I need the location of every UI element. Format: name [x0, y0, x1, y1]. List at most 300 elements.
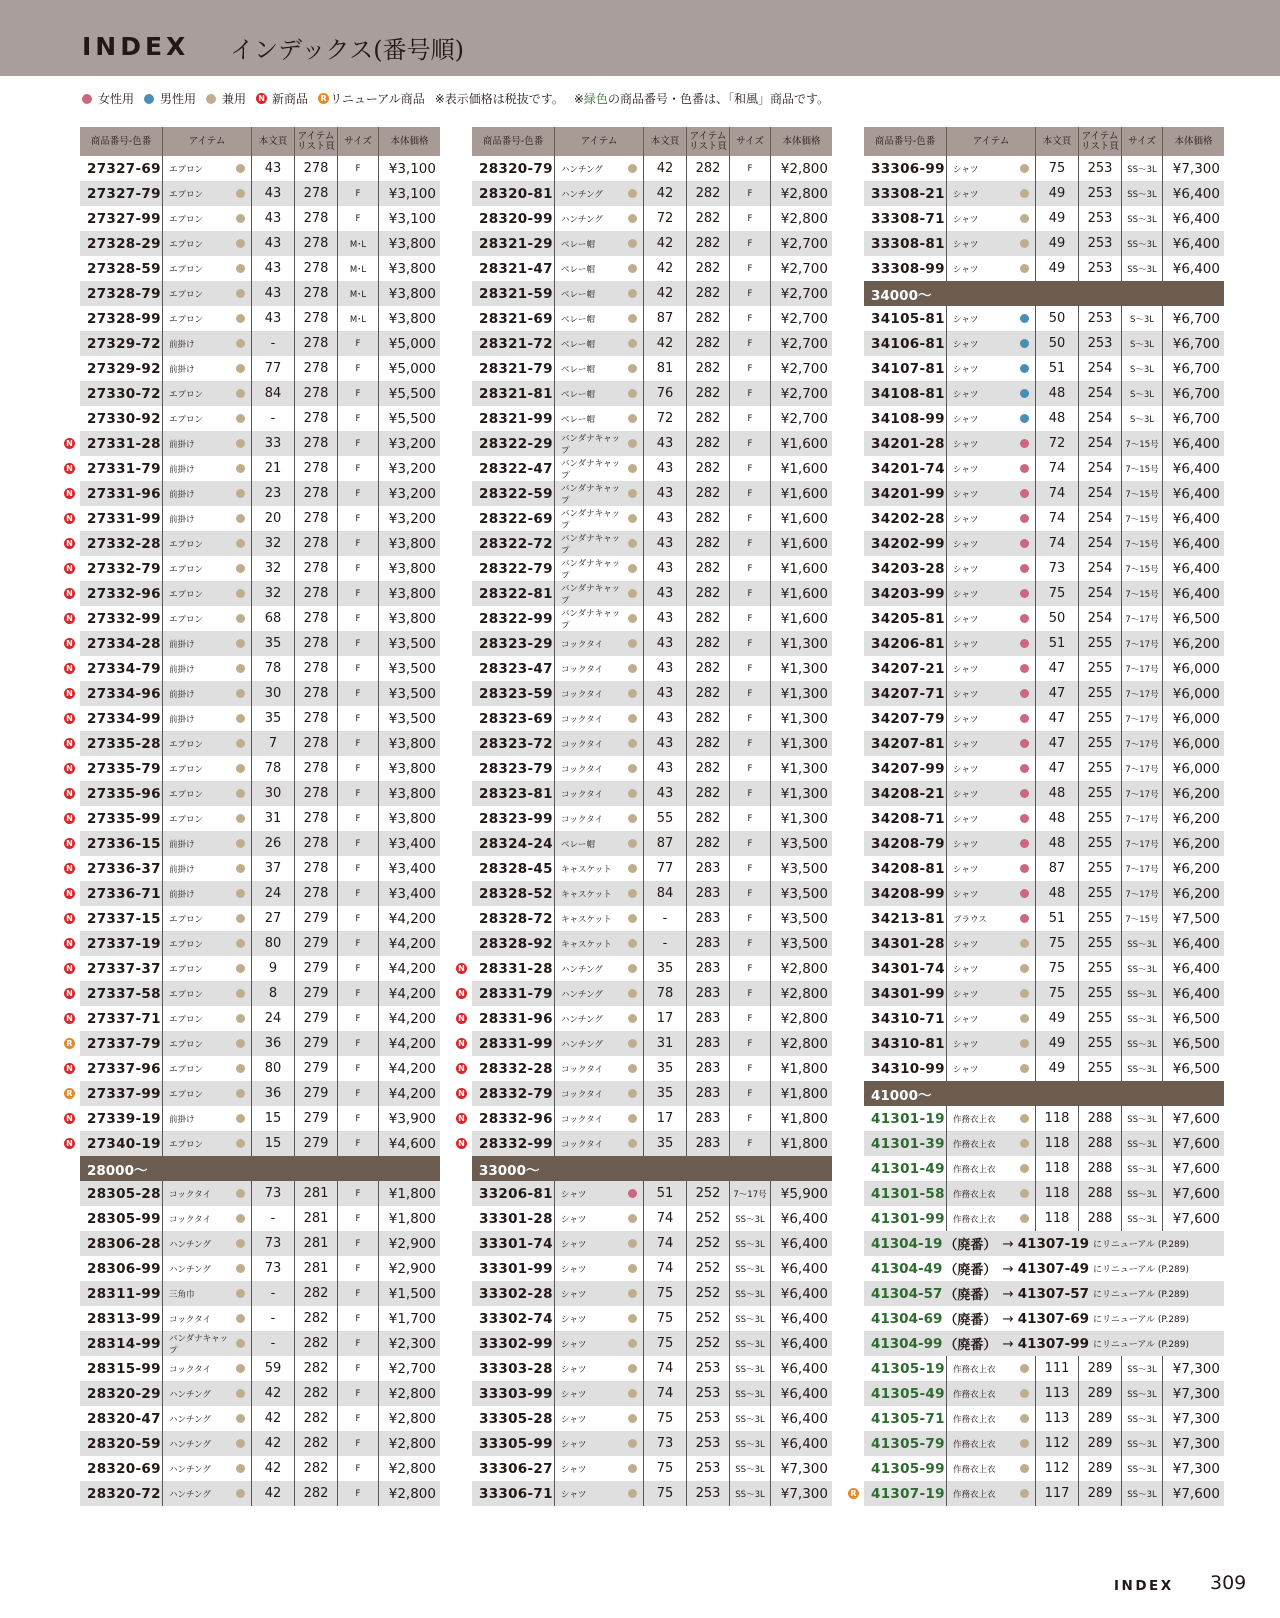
- legend-renewal-label: リニューアル商品: [330, 92, 425, 106]
- product-code: 28305-99: [80, 1206, 163, 1231]
- list-page: 279: [295, 1006, 338, 1031]
- text-page: 111: [1036, 1356, 1079, 1381]
- text-page: 43: [252, 256, 295, 281]
- table-row: [66, 456, 440, 481]
- item-cell: [555, 506, 644, 531]
- list-page: 282: [687, 156, 730, 181]
- table-row: [864, 1056, 1224, 1081]
- new-badge-icon: N: [64, 1013, 75, 1024]
- discontinued-code: 41304-49: [871, 1260, 943, 1277]
- price: ¥2,800: [388, 1460, 436, 1477]
- product-code: 41305-49: [864, 1381, 947, 1406]
- list-page: 282: [687, 656, 730, 681]
- header-item: アイテム: [947, 127, 1036, 156]
- product-code: 33302-99: [472, 1331, 555, 1356]
- table-row: [864, 956, 1224, 981]
- item-name: シャツ: [561, 1264, 587, 1275]
- unisex-dot-icon: [628, 439, 637, 448]
- list-page: 278: [295, 556, 338, 581]
- unisex-dot-icon: [236, 964, 245, 973]
- text-page: 49: [1036, 231, 1079, 256]
- item-name: コックタイ: [169, 1314, 211, 1325]
- price: ¥6,500: [1172, 1035, 1220, 1052]
- item-cell: [555, 556, 644, 581]
- unisex-dot-icon: [236, 814, 245, 823]
- text-page: 48: [1036, 881, 1079, 906]
- table-row: [864, 231, 1224, 256]
- text-page: 48: [1036, 806, 1079, 831]
- price: ¥3,400: [388, 860, 436, 877]
- unisex-dot-icon: [236, 1339, 245, 1348]
- text-page: 50: [1036, 331, 1079, 356]
- item-name: ハンチング: [169, 1464, 211, 1475]
- unisex-dot-icon: [236, 1439, 245, 1448]
- item-name: シャツ: [953, 739, 979, 750]
- list-page: 289: [1079, 1431, 1122, 1456]
- unisex-dot-icon: [236, 164, 245, 173]
- product-code: 34207-99: [864, 756, 947, 781]
- list-page: 255: [1079, 1056, 1122, 1081]
- item-cell: [947, 531, 1036, 556]
- text-page: 8: [252, 981, 295, 1006]
- item-name: シャツ: [953, 989, 979, 1000]
- item-cell: [947, 1131, 1036, 1156]
- page-title-ja: インデックス(番号順): [230, 36, 465, 64]
- list-page: 283: [687, 881, 730, 906]
- item-cell: [947, 931, 1036, 956]
- list-page: 282: [295, 1356, 338, 1381]
- list-page: 278: [295, 206, 338, 231]
- product-code: 27327-69: [80, 156, 163, 181]
- product-code: 28322-81: [472, 581, 555, 606]
- price: ¥7,300: [1172, 160, 1220, 177]
- size: F: [730, 556, 771, 581]
- text-page: 35: [644, 1056, 687, 1081]
- table-row: [66, 431, 440, 456]
- text-page: 35: [644, 956, 687, 981]
- text-page: 43: [252, 231, 295, 256]
- product-code: 28321-47: [472, 256, 555, 281]
- product-code: 28306-28: [80, 1231, 163, 1256]
- unisex-dot-icon: [628, 514, 637, 523]
- item-name: シャツ: [561, 1189, 587, 1200]
- product-code: 27337-71: [80, 1006, 163, 1031]
- price: ¥6,400: [1172, 235, 1220, 252]
- table-row: [472, 1381, 832, 1406]
- item-name: シャツ: [561, 1389, 587, 1400]
- list-page: 278: [295, 506, 338, 531]
- item-cell: [947, 1356, 1036, 1381]
- item-name: 作務衣上衣: [953, 1189, 996, 1200]
- size: F: [730, 306, 771, 331]
- table-row: [472, 1481, 832, 1506]
- item-cell: [947, 631, 1036, 656]
- text-page: 72: [1036, 431, 1079, 456]
- item-cell: [555, 981, 644, 1006]
- unisex-dot-icon: [628, 489, 637, 498]
- product-code: 34207-21: [864, 656, 947, 681]
- price: ¥7,300: [1172, 1435, 1220, 1452]
- unisex-dot-icon: [628, 264, 637, 273]
- text-page: 51: [644, 1181, 687, 1206]
- size: F: [730, 531, 771, 556]
- list-page: 278: [295, 481, 338, 506]
- product-code: 28321-59: [472, 281, 555, 306]
- text-page: 43: [644, 781, 687, 806]
- men-dot-icon: [1020, 339, 1029, 348]
- price: ¥4,200: [388, 1035, 436, 1052]
- new-badge-icon: N: [64, 713, 75, 724]
- product-code: 28305-28: [80, 1181, 163, 1206]
- item-cell: [947, 1156, 1036, 1181]
- product-code: 41305-71: [864, 1406, 947, 1431]
- text-page: 75: [644, 1331, 687, 1356]
- item-name: 作務衣上衣: [953, 1439, 996, 1450]
- table-row: [66, 981, 440, 1006]
- size: F: [338, 406, 379, 431]
- item-name: ハンチング: [561, 1039, 603, 1050]
- item-cell: [163, 206, 252, 231]
- item-name: シャツ: [953, 614, 979, 625]
- item-name: バンダナキャップ: [561, 508, 621, 531]
- text-page: 68: [252, 606, 295, 631]
- price: ¥6,400: [780, 1310, 828, 1327]
- text-page: 42: [252, 1431, 295, 1456]
- text-page: -: [644, 906, 687, 931]
- text-page: 112: [1036, 1431, 1079, 1456]
- product-code: 28331-28: [472, 956, 555, 981]
- legend-unisex-label: 兼用: [222, 92, 247, 106]
- text-page: 43: [644, 606, 687, 631]
- table-row: [80, 1381, 440, 1406]
- list-page: 278: [295, 781, 338, 806]
- product-code: 33308-81: [864, 231, 947, 256]
- price: ¥6,500: [1172, 1010, 1220, 1027]
- item-name: コックタイ: [561, 739, 603, 750]
- unisex-dot-icon: [628, 1214, 637, 1223]
- item-cell: [555, 656, 644, 681]
- price: ¥4,200: [388, 935, 436, 952]
- table-row: [80, 1306, 440, 1331]
- table-row: [66, 831, 440, 856]
- price: ¥4,200: [388, 985, 436, 1002]
- item-cell: [555, 481, 644, 506]
- list-page: 278: [295, 706, 338, 731]
- table-row: [66, 531, 440, 556]
- arrow-right-icon: →: [1002, 1335, 1014, 1352]
- text-page: 74: [1036, 481, 1079, 506]
- product-code: 27334-99: [80, 706, 163, 731]
- item-cell: [947, 606, 1036, 631]
- size: 7～15号: [1122, 581, 1163, 606]
- text-page: 43: [252, 306, 295, 331]
- unisex-dot-icon: [236, 1189, 245, 1198]
- table-row: [80, 1206, 440, 1231]
- price: ¥2,800: [780, 1010, 828, 1027]
- price: ¥6,000: [1172, 685, 1220, 702]
- renewal-badge-icon: R: [64, 1038, 75, 1049]
- table-row: [66, 881, 440, 906]
- product-code: 33308-71: [864, 206, 947, 231]
- unisex-dot-icon: [236, 614, 245, 623]
- list-page: 254: [1079, 356, 1122, 381]
- new-badge-icon: N: [64, 988, 75, 999]
- item-cell: [555, 1331, 644, 1356]
- new-badge-icon: N: [64, 1113, 75, 1124]
- renewal-note: にリニューアル (P.289): [1093, 1265, 1190, 1275]
- text-page: 31: [644, 1031, 687, 1056]
- men-dot-icon: [1020, 414, 1029, 423]
- item-cell: [163, 1056, 252, 1081]
- unisex-dot-icon: [628, 1364, 637, 1373]
- item-cell: [555, 1081, 644, 1106]
- unisex-dot-icon: [628, 1139, 637, 1148]
- note-green: [574, 90, 829, 107]
- item-cell: [947, 906, 1036, 931]
- table-row: [66, 706, 440, 731]
- product-code: 33308-21: [864, 181, 947, 206]
- item-cell: [555, 331, 644, 356]
- price: ¥7,300: [1172, 1460, 1220, 1477]
- table-row: [80, 1231, 440, 1256]
- item-cell: [947, 156, 1036, 181]
- table-row: [80, 1331, 440, 1356]
- text-page: 113: [1036, 1406, 1079, 1431]
- price: ¥2,700: [780, 335, 828, 352]
- unisex-dot-icon: [628, 864, 637, 873]
- list-page: 253: [1079, 256, 1122, 281]
- size: SS～3L: [730, 1306, 771, 1331]
- price: ¥2,700: [780, 285, 828, 302]
- women-dot-icon: [1020, 764, 1029, 773]
- table-row: [80, 1431, 440, 1456]
- text-page: 73: [252, 1231, 295, 1256]
- item-name: シャツ: [561, 1339, 587, 1350]
- table-row: [458, 1056, 832, 1081]
- text-page: 81: [644, 356, 687, 381]
- list-page: 278: [295, 406, 338, 431]
- header-list-page: アイテム リスト頁: [295, 127, 338, 156]
- item-cell: [555, 431, 644, 456]
- item-cell: [163, 956, 252, 981]
- women-dot-icon: [628, 1189, 637, 1198]
- product-code: 33301-28: [472, 1206, 555, 1231]
- size: SS～3L: [1122, 1131, 1163, 1156]
- unisex-dot-icon: [1020, 164, 1029, 173]
- product-code: 27331-79: [80, 456, 163, 481]
- unisex-dot-icon: [628, 639, 637, 648]
- price: ¥1,300: [780, 685, 828, 702]
- product-code: 27330-92: [80, 406, 163, 431]
- table-row: [80, 1481, 440, 1506]
- list-page: 254: [1079, 381, 1122, 406]
- item-name: シャツ: [953, 1064, 979, 1075]
- women-dot-icon: [1020, 739, 1029, 748]
- new-badge-icon: N: [64, 613, 75, 624]
- item-cell: [947, 781, 1036, 806]
- size: F: [730, 1006, 771, 1031]
- list-page: 252: [687, 1306, 730, 1331]
- list-page: 283: [687, 1006, 730, 1031]
- table-row: [472, 631, 832, 656]
- item-name: エプロン: [169, 1039, 204, 1050]
- unisex-dot-icon: [628, 289, 637, 298]
- item-cell: [163, 731, 252, 756]
- price: ¥1,600: [780, 485, 828, 502]
- table-row: [66, 581, 440, 606]
- unisex-dot-icon: [628, 564, 637, 573]
- price: ¥7,600: [1172, 1485, 1220, 1502]
- text-page: 59: [252, 1356, 295, 1381]
- text-page: 48: [1036, 381, 1079, 406]
- item-cell: [947, 256, 1036, 281]
- item-cell: [947, 356, 1036, 381]
- price: ¥1,300: [780, 735, 828, 752]
- unisex-dot-icon: [236, 1064, 245, 1073]
- price: ¥1,800: [780, 1060, 828, 1077]
- list-page: 255: [1079, 681, 1122, 706]
- text-page: 42: [644, 281, 687, 306]
- list-page: 289: [1079, 1481, 1122, 1506]
- section-header: 33000～: [472, 1156, 832, 1181]
- item-name: シャツ: [953, 964, 979, 975]
- text-page: 74: [644, 1256, 687, 1281]
- size: F: [338, 1356, 379, 1381]
- table-row: [864, 156, 1224, 181]
- discontinued-label: （廃番）: [944, 1238, 997, 1253]
- list-page: 278: [295, 256, 338, 281]
- table-row: [66, 781, 440, 806]
- header-text-page: 本文頁: [1036, 127, 1079, 156]
- item-name: 前掛け: [169, 439, 195, 450]
- text-page: 47: [1036, 731, 1079, 756]
- text-page: 42: [252, 1456, 295, 1481]
- table-row: [472, 856, 832, 881]
- note-tax: ※表示価格は税抜です。: [434, 92, 564, 106]
- table-row: [864, 606, 1224, 631]
- legend-women-label: 女性用: [98, 92, 135, 106]
- table-row: [80, 1281, 440, 1306]
- list-page: 282: [687, 456, 730, 481]
- size: F: [338, 631, 379, 656]
- size: F: [338, 506, 379, 531]
- men-dot-icon: [144, 94, 154, 104]
- item-name: コックタイ: [561, 789, 603, 800]
- list-page: 283: [687, 1081, 730, 1106]
- list-page: 281: [295, 1206, 338, 1231]
- new-badge-icon: N: [64, 1138, 75, 1149]
- table-row: [864, 506, 1224, 531]
- item-name: シャツ: [953, 764, 979, 775]
- product-code: 28320-99: [472, 206, 555, 231]
- unisex-dot-icon: [628, 389, 637, 398]
- product-code: 28321-81: [472, 381, 555, 406]
- item-name: キャスケット: [561, 914, 612, 925]
- item-name: エプロン: [169, 964, 204, 975]
- product-code: 27336-37: [80, 856, 163, 881]
- list-page: 252: [687, 1206, 730, 1231]
- table-row: [864, 1156, 1224, 1181]
- item-cell: [555, 806, 644, 831]
- list-page: 278: [295, 731, 338, 756]
- item-name: 前掛け: [169, 339, 195, 350]
- size: F: [730, 856, 771, 881]
- item-cell: [555, 1381, 644, 1406]
- item-name: エプロン: [169, 764, 204, 775]
- new-badge-icon: N: [456, 963, 467, 974]
- list-page: 255: [1079, 931, 1122, 956]
- table-row: [864, 731, 1224, 756]
- price: ¥3,500: [388, 635, 436, 652]
- item-name: キャスケット: [561, 889, 612, 900]
- item-name: エプロン: [169, 1014, 204, 1025]
- size: F: [730, 831, 771, 856]
- text-page: 74: [644, 1231, 687, 1256]
- product-code: 28320-69: [80, 1456, 163, 1481]
- price: ¥7,600: [1172, 1135, 1220, 1152]
- item-cell: [555, 1256, 644, 1281]
- price: ¥2,700: [780, 235, 828, 252]
- item-cell: [947, 1406, 1036, 1431]
- product-code: 27337-37: [80, 956, 163, 981]
- item-name: シャツ: [561, 1489, 587, 1500]
- text-page: 87: [644, 306, 687, 331]
- table-row: [864, 406, 1224, 431]
- table-row: [66, 1006, 440, 1031]
- price: ¥3,800: [388, 260, 436, 277]
- list-page: 278: [295, 381, 338, 406]
- table-row: [80, 356, 440, 381]
- size: SS～3L: [1122, 1456, 1163, 1481]
- size: F: [338, 831, 379, 856]
- note-green-suffix: の商品番号・色番は、「和風」商品です。: [607, 92, 829, 106]
- footer-label: INDEX: [1114, 1578, 1174, 1594]
- price: ¥6,400: [1172, 985, 1220, 1002]
- size: 7～17号: [730, 1181, 771, 1206]
- product-code: 27336-15: [80, 831, 163, 856]
- price: ¥6,400: [1172, 185, 1220, 202]
- text-page: 73: [252, 1181, 295, 1206]
- size: F: [338, 1231, 379, 1256]
- item-name: シャツ: [561, 1289, 587, 1300]
- size: F: [338, 1131, 379, 1156]
- list-page: 279: [295, 981, 338, 1006]
- size: F: [730, 281, 771, 306]
- renewed-code: 41307-57: [1017, 1285, 1090, 1302]
- item-name: エプロン: [169, 564, 204, 575]
- header-price: 本体価格: [1174, 135, 1213, 147]
- table-row: [864, 556, 1224, 581]
- item-cell: [163, 831, 252, 856]
- text-page: 42: [644, 331, 687, 356]
- table-row: [864, 331, 1224, 356]
- size: F: [730, 781, 771, 806]
- list-page: 282: [687, 681, 730, 706]
- size: F: [338, 606, 379, 631]
- item-cell: [555, 1356, 644, 1381]
- table-row: [472, 256, 832, 281]
- item-name: コックタイ: [169, 1364, 211, 1375]
- price: ¥6,400: [1172, 560, 1220, 577]
- list-page: 255: [1079, 831, 1122, 856]
- size: F: [338, 881, 379, 906]
- item-cell: [163, 1131, 252, 1156]
- item-name: シャツ: [953, 814, 979, 825]
- item-name: 前掛け: [169, 664, 195, 675]
- item-name: シャツ: [953, 489, 979, 500]
- size: SS～3L: [730, 1231, 771, 1256]
- list-page: 254: [1079, 456, 1122, 481]
